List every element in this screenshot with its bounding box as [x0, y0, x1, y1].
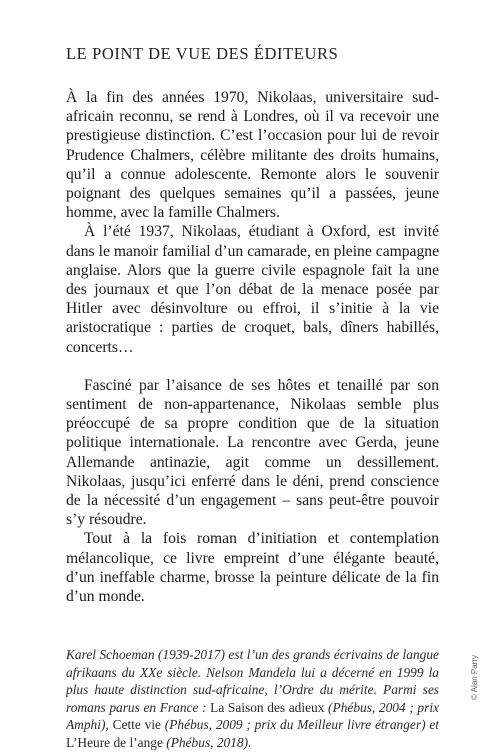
author-bio — [66, 646, 439, 750]
publisher-blurb — [66, 88, 439, 606]
author-bio-text-4: (Phébus, 2018). — [162, 734, 252, 750]
author-bio-text-2: (Phébus, 2004 ; prix Amphi), — [66, 699, 439, 733]
blurb-paragraph-2: À l’été 1937, Nikolaas, étudiant à Oxford, est invité dans le manoir familial d’un camarade, en pleine campagne anglaise. Alors que la guerre civile espagnole fait la une des journaux et que l’on débat de la menace posée par Hitler avec désinvolture ou effroi, il s’initie à la vie aristocratique : parties de croquet, bals, dîners habillés, concerts… — [66, 223, 439, 356]
author-bio-text-3: (Phébus, 2009 ; prix du Meilleur livre étranger) et — [161, 717, 439, 733]
book-title-1: La Saison des adieux — [210, 699, 325, 715]
book-title-3: L’Heure de l’ange — [66, 734, 163, 750]
section-heading: LE POINT DE VUE DES ÉDITEURS — [66, 44, 339, 63]
blurb-paragraph-1: À la fin des années 1970, Nikolaas, universitaire sud-africain reconnu, se rend à Londres, où il va recevoir une prestigieuse distinction. C’est l’occasion pour lui de revoir Prudence Chalmers, célèbre militante des droits humains, qu’il a connue adolescente. Remonte alors le souvenir poignant des quelques semaines qu’il a passées, jeune homme, avec la famille Chalmers. — [66, 89, 439, 222]
book-title-2: Cette vie — [112, 717, 161, 733]
blurb-paragraph-3: Fasciné par l’aisance de ses hôtes et tenaillé par son sentiment de non-appartenance, Nikolaas semble plus préoccupé de sa propre condition que de la situation politique internationale. La rencontre avec Gerda, jeune Allemande antinazie, agit comme un dessillement. Nikolaas, jusqu’ici enferré dans le déni, prend conscience de la nécessité d’un engagement – sans peut-être pouvoir s’y résoudre. — [66, 376, 439, 529]
photo-credit: © Alan Parry — [470, 654, 479, 700]
author-bio-text-1: Karel Schoeman (1939-2017) est l’un des grands écrivains de langue afrikaans du XXe siècle. Nelson Mandela lui a décerné en 1999 la plus haute distinction sud-africaine, l’Ordre du mérite. Parmi ses romans parus en France : — [66, 647, 439, 715]
blurb-paragraph-4: Tout à la fois roman d’initiation et contemplation mélancolique, ce livre empreint d’une élégante beauté, d’un ineffable charme, brosse la peinture délicate de la fin d’un monde. — [66, 530, 439, 606]
